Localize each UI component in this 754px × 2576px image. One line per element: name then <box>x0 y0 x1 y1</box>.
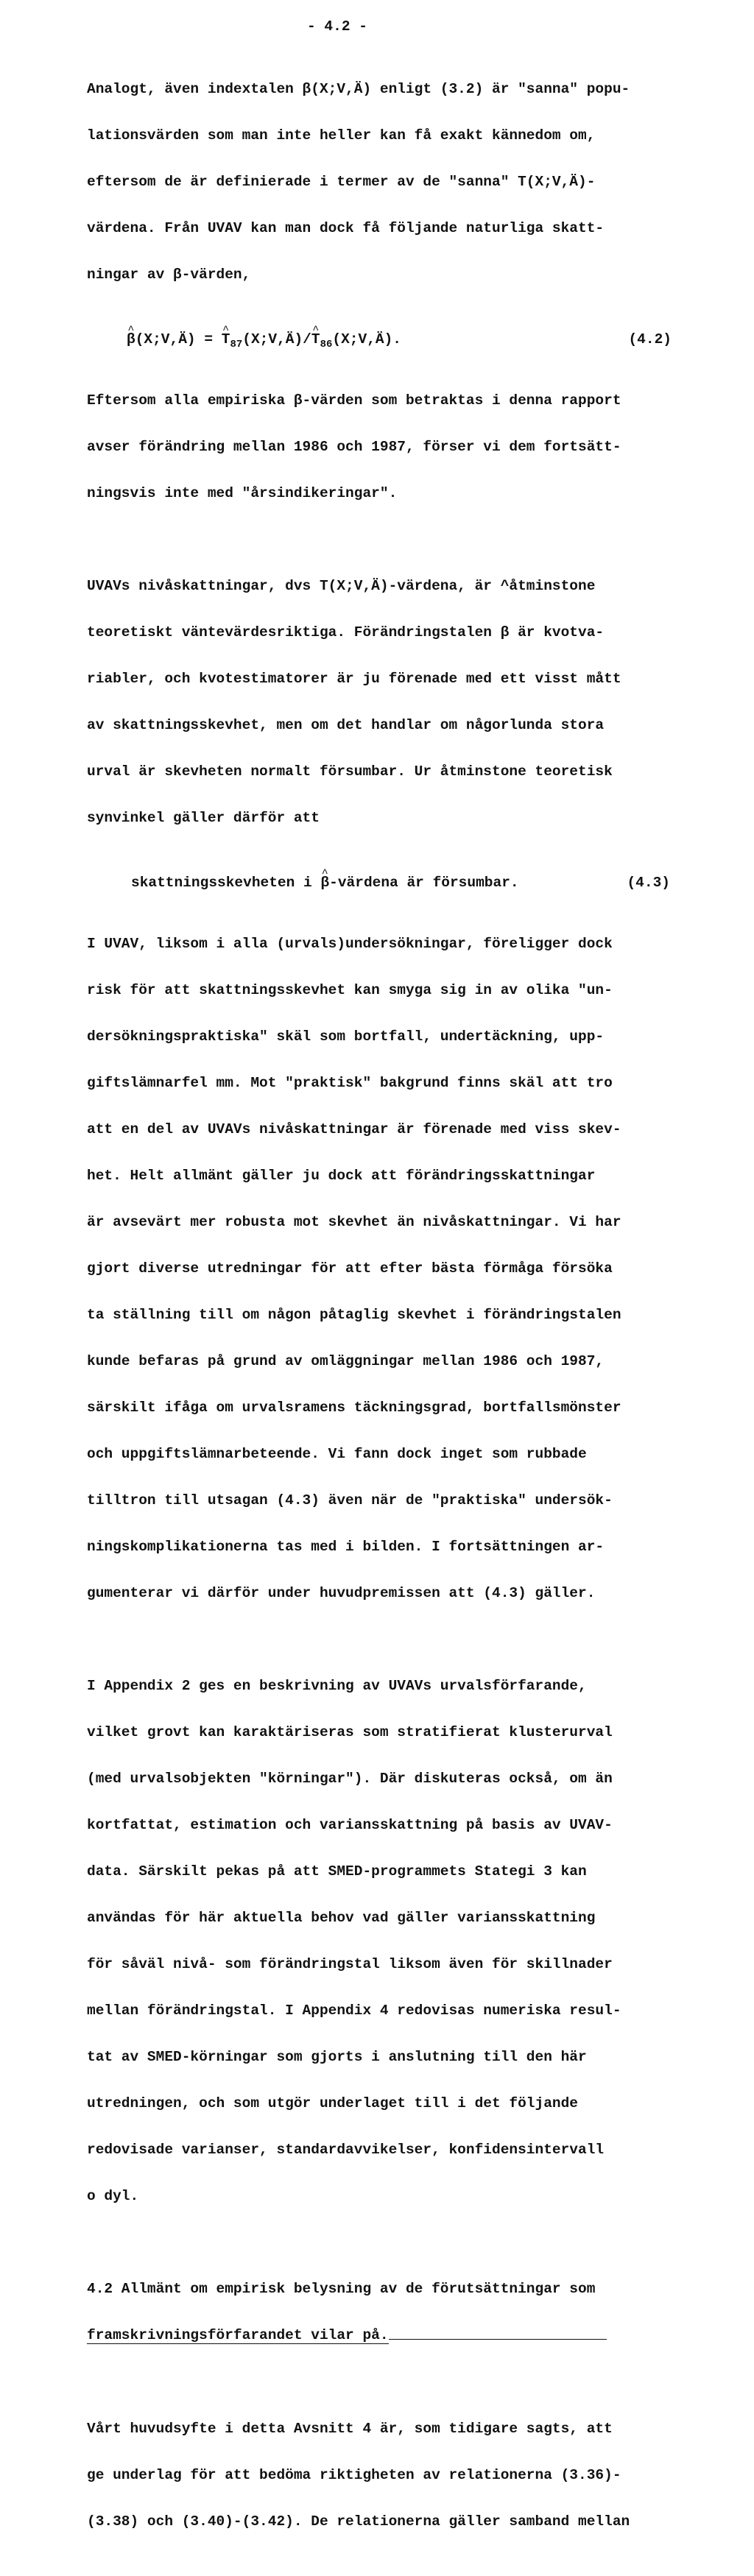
subscript-87: 87 <box>230 338 243 350</box>
section-heading-line: 4.2 Allmänt om empirisk belysning av de förutsättningar som <box>87 2281 596 2297</box>
text-line: redovisade varianser, standardavvikelser, konfidensintervall <box>87 2142 605 2158</box>
text-line: dersökningspraktiska" skäl som bortfall, undertäckning, upp- <box>87 1028 605 1045</box>
text-line: vilket grovt kan karaktäriseras som stratifierat klusterurval <box>87 1724 613 1740</box>
equation-number: (4.2) <box>628 331 672 347</box>
text-line: avser förändring mellan 1986 och 1987, förser vi dem fortsätt- <box>87 439 621 455</box>
text-line: ningskomplikationerna tas med i bilden. I fortsättningen ar- <box>87 1539 605 1555</box>
text-line: Vårt huvudsyfte i detta Avsnitt 4 är, som tidigare sagts, att <box>87 2421 613 2437</box>
text-line: het. Helt allmänt gäller ju dock att förändringsskattningar <box>87 1168 596 1184</box>
page-number: - 4.2 - <box>307 18 367 35</box>
text-line: att en del av UVAVs nivåskattningar är förenade med viss skev- <box>87 1121 621 1137</box>
text-line: data. Särskilt pekas på att SMED-programmets Stategi 3 kan <box>87 1863 587 1880</box>
text-line: tat av SMED-körningar som gjorts i anslutning till den här <box>87 2049 587 2065</box>
equation-text-before: skattningsskevheten i <box>131 875 321 891</box>
equation-mid: (X;V,Ä)/ <box>242 331 311 347</box>
equation-lhs: (X;V,Ä) = <box>135 331 222 347</box>
text-line: ningsvis inte med "årsindikeringar". <box>87 485 398 501</box>
t-hat-87: ^ T <box>222 332 230 347</box>
text-line: gumenterar vi därför under huvudpremissen att (4.3) gäller. <box>87 1585 596 1601</box>
text-line: I UVAV, liksom i alla (urvals)undersökningar, föreligger dock <box>87 936 613 952</box>
text-line: särskilt ifåga om urvalsramens täckningsgrad, bortfallsmönster <box>87 1400 621 1416</box>
text-line: (3.38) och (3.40)-(3.42). De relationerna gäller samband mellan <box>87 2513 630 2530</box>
text-line: UVAVs nivåskattningar, dvs T(X;V,Ä)-värdena, är ^åtminstone <box>87 578 596 594</box>
equation-number: (4.3) <box>627 875 670 891</box>
paragraph-empirical <box>87 362 676 532</box>
text-line: av skattningsskevhet, men om det handlar om någorlunda stora <box>87 717 605 733</box>
text-line: Analogt, även indextalen β(X;V,Ä) enligt (3.2) är "sanna" popu- <box>87 81 630 97</box>
text-line: I Appendix 2 ges en beskrivning av UVAVs urvalsförfarande, <box>87 1678 587 1694</box>
beta-hat: ^ β <box>127 332 135 347</box>
text-line: Eftersom alla empiriska β-värden som betraktas i denna rapport <box>87 392 621 409</box>
paragraph-bias <box>87 906 676 1632</box>
equation-body <box>131 875 519 891</box>
section-heading <box>87 2251 676 2375</box>
equation-4-2 <box>87 329 676 350</box>
paragraph-uvav-levels <box>87 548 676 857</box>
text-line: (med urvalsobjekten "körningar"). Där diskuteras också, om än <box>87 1771 613 1787</box>
subscript-86: 86 <box>320 338 333 350</box>
text-line: risk för att skattningsskevhet kan smyga sig in av olika "un- <box>87 982 613 998</box>
text-line: för såväl nivå- som förändringstal liksom även för skillnader <box>87 1956 613 1972</box>
text-line: och uppgiftslämnarbeteende. Vi fann dock inget som rubbade <box>87 1446 587 1462</box>
document-page <box>87 19 676 2576</box>
equation-body <box>127 332 401 353</box>
text-line: utredningen, och som utgör underlaget till i det följande <box>87 2095 579 2111</box>
text-line: mellan förändringstal. I Appendix 4 redovisas numeriska resul- <box>87 2002 621 2019</box>
text-line: synvinkel gäller därför att <box>87 810 320 826</box>
beta-hat: ^ β <box>320 875 329 891</box>
text-line: o dyl. <box>87 2188 139 2204</box>
text-line: lationsvärden som man inte heller kan få exakt kännedom om, <box>87 127 596 144</box>
text-line: kortfattat, estimation och variansskattning på basis av UVAV- <box>87 1817 613 1833</box>
t-hat-86: ^ T <box>311 332 320 347</box>
text-line: ta ställning till om någon påtaglig skevhet i förändringstalen <box>87 1307 621 1323</box>
text-line: tilltron till utsagan (4.3) även när de "praktiska" undersök- <box>87 1492 613 1508</box>
text-line: ningar av β-värden, <box>87 267 251 283</box>
text-line: är avsevärt mer robusta mot skevhet än nivåskattningar. Vi har <box>87 1214 621 1230</box>
paragraph-purpose <box>87 2390 676 2561</box>
text-line: urval är skevheten normalt försumbar. Ur åtminstone teoretisk <box>87 763 613 780</box>
equation-end: (X;V,Ä). <box>332 331 402 347</box>
text-line: gjort diverse utredningar för att efter bästa förmåga försöka <box>87 1260 613 1277</box>
text-line: kunde befaras på grund av omläggningar mellan 1986 och 1987, <box>87 1353 605 1369</box>
equation-text-after: -värdena är försumbar. <box>329 875 519 891</box>
equation-4-3 <box>87 872 676 889</box>
paragraph-appendix <box>87 1648 676 2235</box>
text-line: eftersom de är definierade i termer av de "sanna" T(X;V,Ä)- <box>87 174 596 190</box>
paragraph-intro <box>87 51 676 314</box>
text-line: ge underlag för att bedöma riktigheten av relationerna (3.36)- <box>87 2467 621 2483</box>
section-heading-line-underlined <box>87 2328 676 2344</box>
underlined-text: framskrivningsförfarandet vilar på. <box>87 2327 389 2343</box>
text-line: riabler, och kvotestimatorer är ju förenade med ett visst mått <box>87 671 621 687</box>
text-line: teoretiskt väntevärdesriktiga. Förändringstalen β är kvotva- <box>87 624 605 641</box>
text-line: giftslämnarfel mm. Mot "praktisk" bakgrund finns skäl att tro <box>87 1075 613 1091</box>
underline-rule <box>389 2328 607 2340</box>
text-line: användas för här aktuella behov vad gäller variansskattning <box>87 1910 596 1926</box>
text-line: värdena. Från UVAV kan man dock få följande naturliga skatt- <box>87 220 605 236</box>
